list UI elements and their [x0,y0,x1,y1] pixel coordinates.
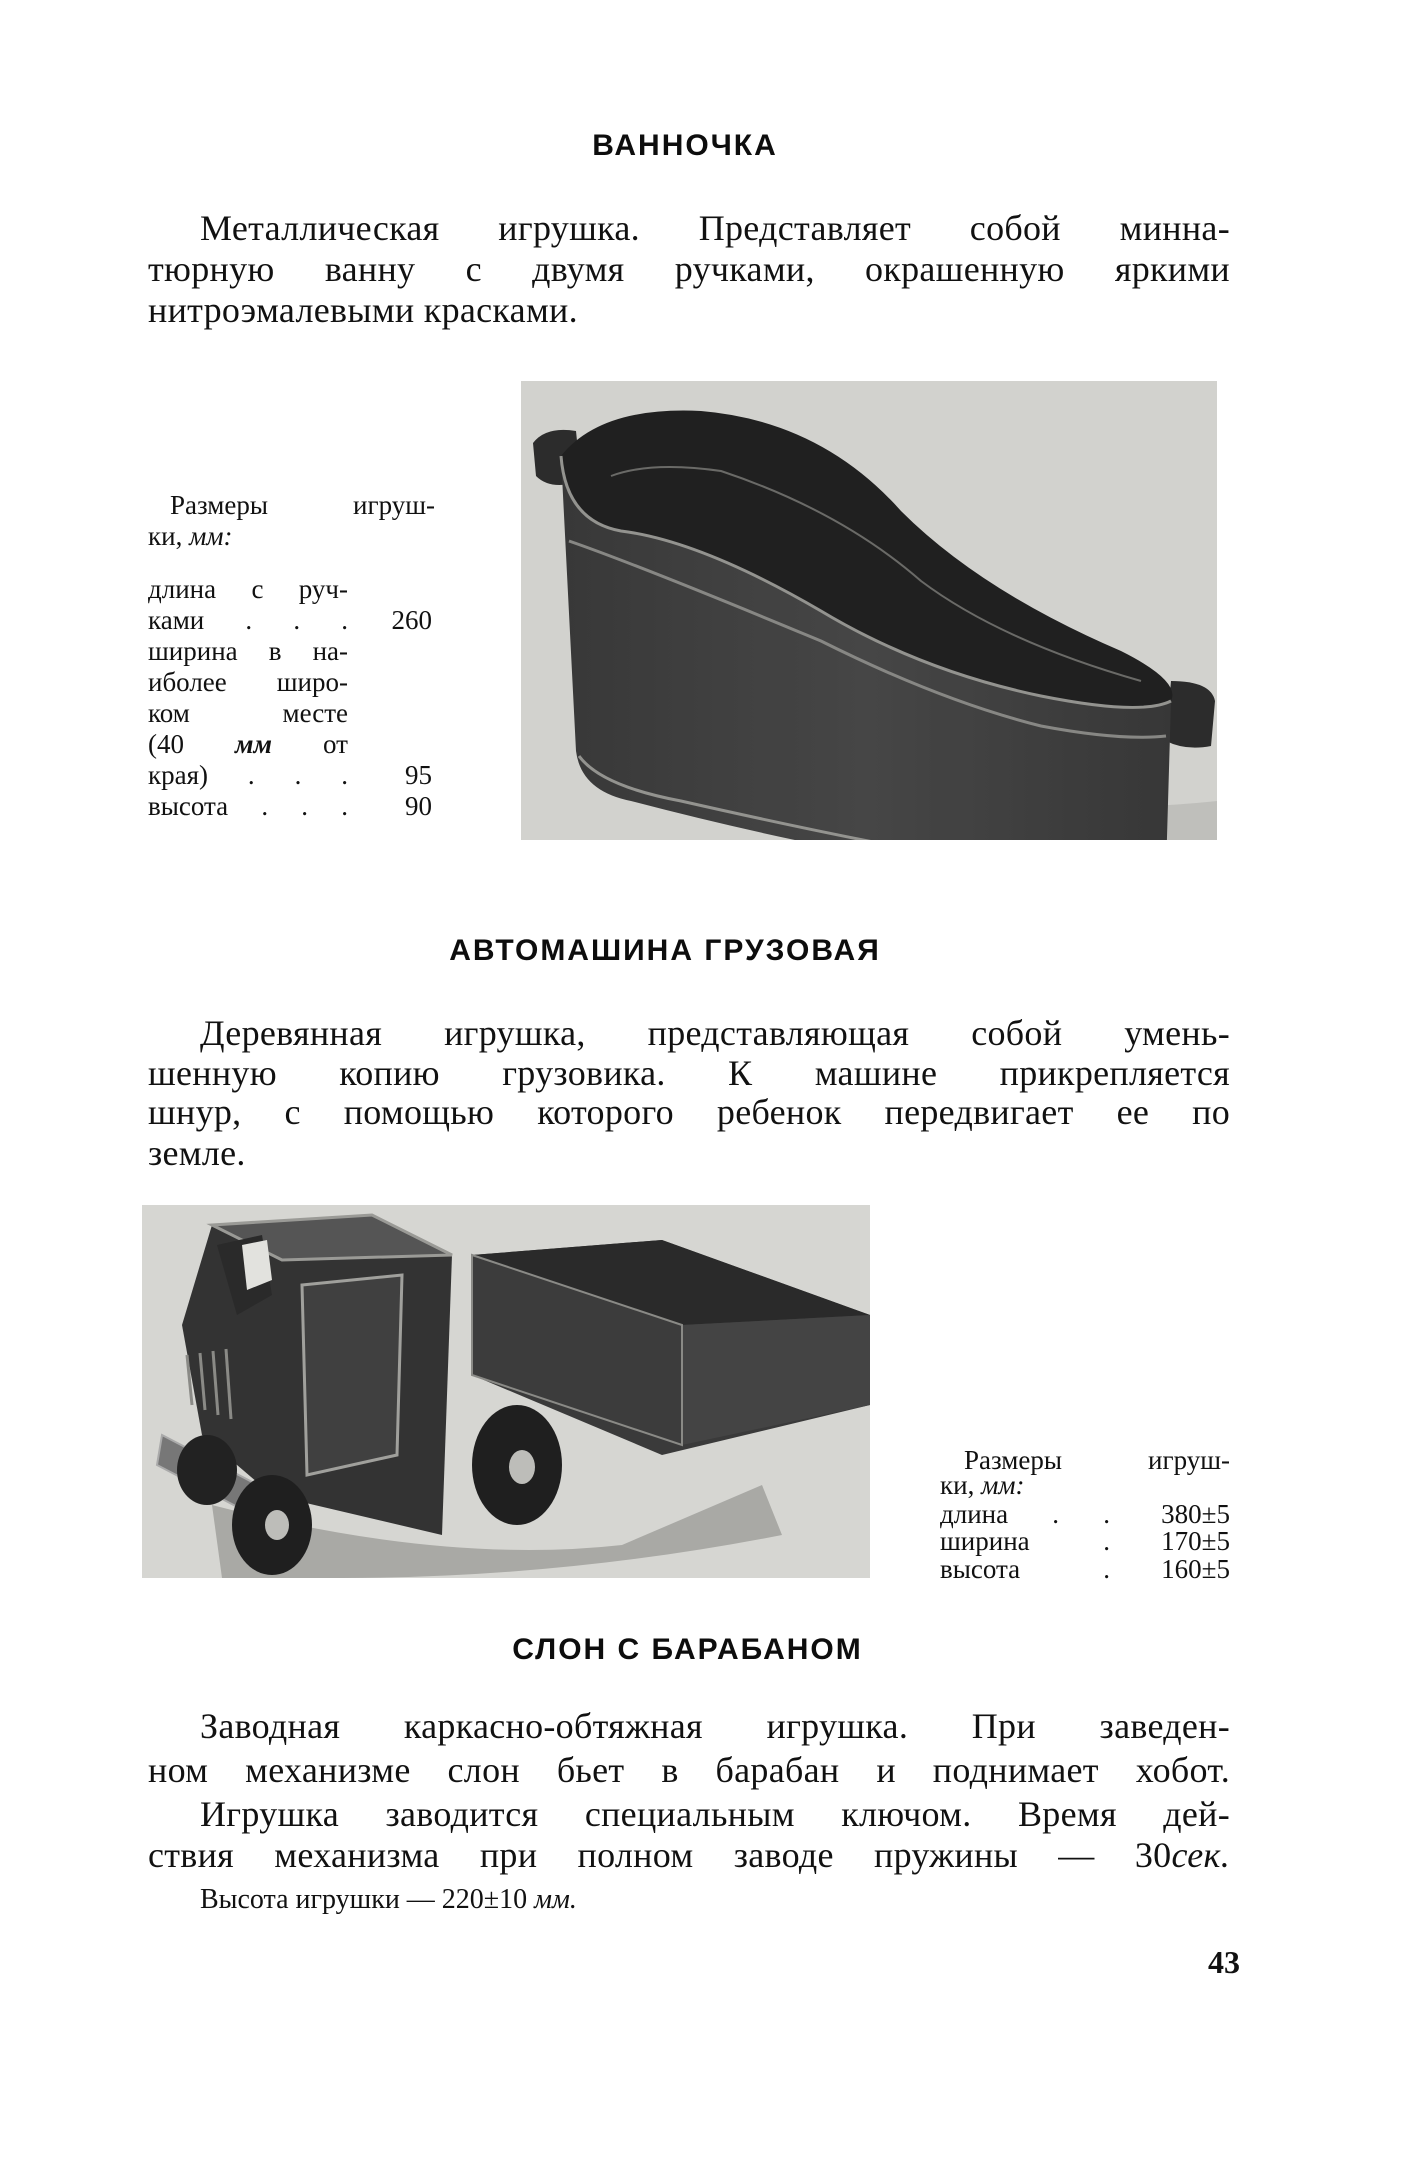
dim-row-label: ками . . . [148,605,348,635]
dim-value-height: 160±5 [1161,1554,1230,1584]
dim-row-label: иболее широ- [148,667,348,697]
dim-row-label: края) . . . [148,760,348,790]
unit-mm: мм: [189,521,233,551]
body-line: Заводная каркасно-обтяжная игрушка. При заведен- [200,1706,1230,1746]
section-title-truck: АВТОМАШИНА ГРУЗОВАЯ [449,934,881,967]
dim-row-label: длина . . [940,1499,1110,1529]
dim-row-label [148,729,348,760]
truck-image [142,1205,870,1578]
body-line: шенную копию грузовика. К машине прикрепляется [148,1053,1230,1093]
height-note-text: Высота игрушки — 220±10 [200,1884,535,1915]
body-line: Игрушка заводится специальным ключом. Время дей- [200,1794,1230,1834]
dimensions-caption: Размеры игруш- [964,1445,1230,1475]
section-title-bathtub: ВАННОЧКА [592,129,778,162]
dim-row-label: ширина . [940,1526,1110,1556]
dim-value-height: 90 [405,791,432,821]
dimensions-caption-cont [148,521,233,552]
body-line-text: ствия механизма при полном заводе пружины — 30 [148,1835,1172,1875]
dimensions-caption: Размеры игруш- [170,490,435,520]
body-line: Деревянная игрушка, представляющая собой умень- [200,1013,1230,1053]
dim-row-text: (40 [148,729,184,759]
body-line: Металлическая игрушка. Представляет собой минна- [200,208,1230,248]
unit-mm: мм. [534,1884,577,1915]
dim-value-length: 380±5 [1161,1499,1230,1529]
dim-value-width: 95 [405,760,432,790]
page-number: 43 [1208,1944,1240,1980]
caption-text: ки, [148,521,190,551]
body-line [148,1835,1230,1875]
body-line: земле. [148,1133,246,1173]
dim-row-label: ком месте [148,698,348,728]
dim-value-length: 260 [391,605,432,635]
unit-mm: мм [235,729,273,759]
unit-mm: мм: [981,1470,1025,1500]
dim-row-label: длина с руч- [148,574,348,604]
dim-row-label: высота . . . [148,791,348,821]
dim-row-text: от [323,729,348,759]
body-line: тюрную ванну с двумя ручками, окрашенную яркими [148,249,1230,289]
dim-row-label: высота . [940,1554,1110,1584]
dim-value-width: 170±5 [1161,1526,1230,1556]
dim-row-label: ширина в на- [148,636,348,666]
caption-text: ки, [940,1470,982,1500]
body-line: шнур, с помощью которого ребенок передвигает ее по [148,1092,1230,1132]
bathtub-photo [521,381,1217,840]
section-title-elephant: СЛОН С БАРАБАНОМ [512,1633,863,1666]
truck-photo [142,1205,870,1578]
dimensions-caption-cont [940,1470,1025,1501]
body-line: нитроэмалевыми красками. [148,290,578,330]
height-note [200,1884,577,1915]
bathtub-image [521,381,1217,840]
body-line: ном механизме слон бьет в барабан и поднимает хобот. [148,1750,1230,1790]
unit-seconds: сек. [1171,1835,1230,1875]
